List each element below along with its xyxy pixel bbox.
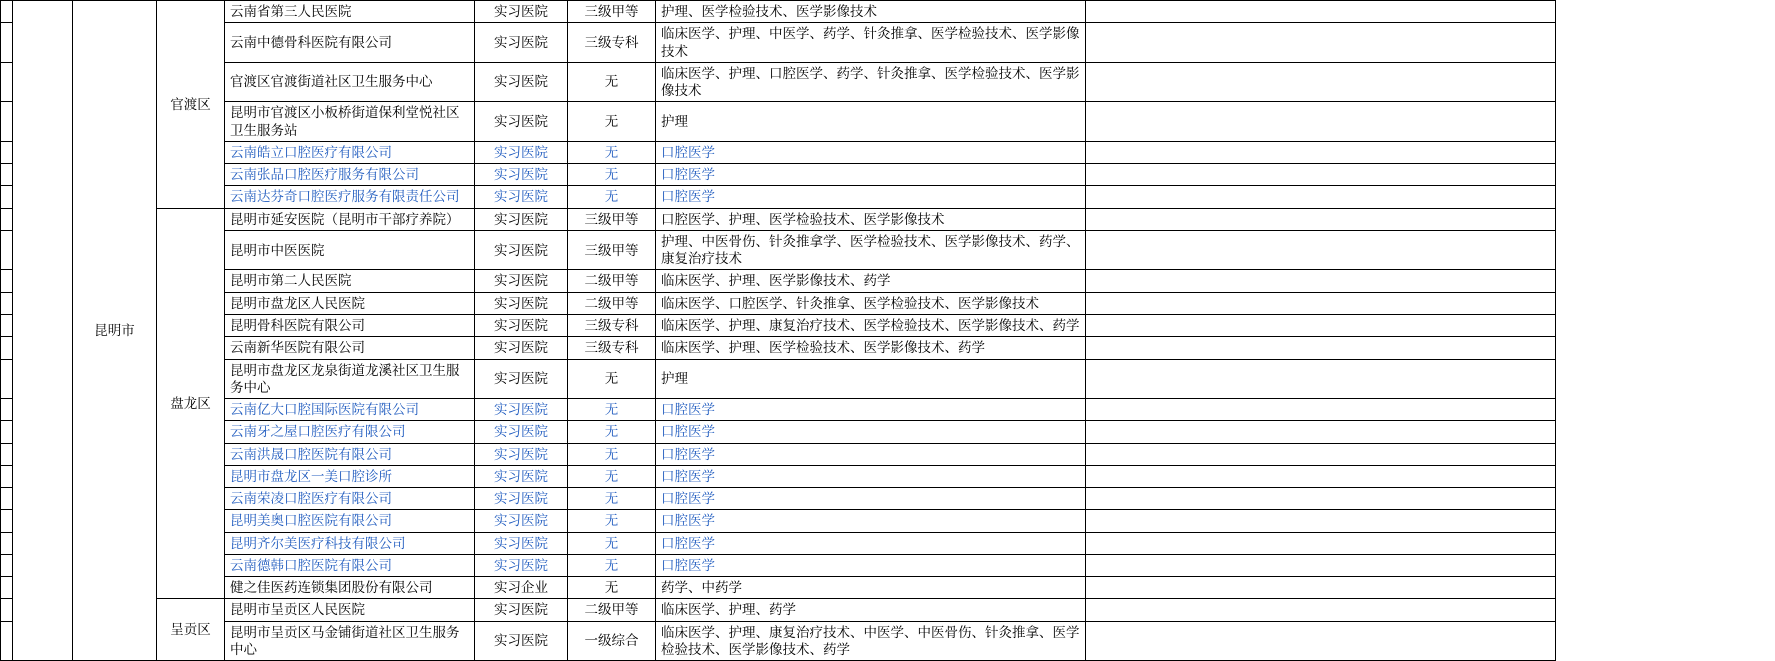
practice-type-cell: 实习医院 — [475, 554, 568, 576]
table-row — [1, 164, 1556, 186]
row-left-margin — [1, 359, 13, 399]
row-left-margin — [1, 314, 13, 336]
row-left-margin — [1, 599, 13, 621]
remark-cell — [1086, 164, 1556, 186]
practice-type-cell: 实习医院 — [475, 270, 568, 292]
majors-cell: 护理、中医骨伤、针灸推拿学、医学检验技术、医学影像技术、药学、康复治疗技术 — [656, 230, 1086, 270]
hospital-level-cell: 无 — [568, 141, 656, 163]
practice-type-cell: 实习医院 — [475, 23, 568, 63]
practice-type-cell: 实习医院 — [475, 621, 568, 661]
remark-cell — [1086, 488, 1556, 510]
practice-type-cell: 实习医院 — [475, 230, 568, 270]
table-row — [1, 208, 1556, 230]
majors-cell: 口腔医学 — [656, 186, 1086, 208]
table-row — [1, 337, 1556, 359]
row-left-margin — [1, 510, 13, 532]
remark-cell — [1086, 621, 1556, 661]
district-cell: 盘龙区 — [157, 208, 225, 599]
practice-type-cell: 实习医院 — [475, 465, 568, 487]
table-row — [1, 399, 1556, 421]
majors-cell: 口腔医学 — [656, 510, 1086, 532]
row-left-margin — [1, 577, 13, 599]
remark-cell — [1086, 1, 1556, 23]
remark-cell — [1086, 141, 1556, 163]
hospital-level-cell: 二级甲等 — [568, 599, 656, 621]
remark-cell — [1086, 443, 1556, 465]
practice-type-cell: 实习医院 — [475, 359, 568, 399]
majors-cell: 口腔医学、护理、医学检验技术、医学影像技术 — [656, 208, 1086, 230]
practice-type-cell: 实习医院 — [475, 141, 568, 163]
hospital-level-cell: 三级甲等 — [568, 208, 656, 230]
organization-name-cell: 昆明市盘龙区龙泉街道龙溪社区卫生服务中心 — [225, 359, 475, 399]
majors-cell: 口腔医学 — [656, 532, 1086, 554]
majors-cell: 护理、医学检验技术、医学影像技术 — [656, 1, 1086, 23]
practice-type-cell: 实习医院 — [475, 208, 568, 230]
majors-cell: 口腔医学 — [656, 443, 1086, 465]
remark-cell — [1086, 599, 1556, 621]
organization-name-cell: 昆明市官渡区小板桥街道保利堂悦社区卫生服务站 — [225, 102, 475, 142]
organization-name-cell: 昆明市盘龙区人民医院 — [225, 292, 475, 314]
hospital-level-cell: 三级专科 — [568, 23, 656, 63]
organization-name-cell: 云南德韩口腔医院有限公司 — [225, 554, 475, 576]
hospital-level-cell: 三级甲等 — [568, 1, 656, 23]
table-row — [1, 359, 1556, 399]
majors-cell: 口腔医学 — [656, 488, 1086, 510]
organization-name-cell: 云南张品口腔医疗服务有限公司 — [225, 164, 475, 186]
practice-type-cell: 实习医院 — [475, 186, 568, 208]
remark-cell — [1086, 554, 1556, 576]
row-left-margin — [1, 621, 13, 661]
remark-cell — [1086, 337, 1556, 359]
organization-name-cell: 云南皓立口腔医疗有限公司 — [225, 141, 475, 163]
organization-name-cell: 云南省第三人民医院 — [225, 1, 475, 23]
row-left-margin — [1, 488, 13, 510]
majors-cell: 临床医学、护理、康复治疗技术、中医学、中医骨伤、针灸推拿、医学检验技术、医学影像技术、药学 — [656, 621, 1086, 661]
remark-cell — [1086, 510, 1556, 532]
practice-type-cell: 实习医院 — [475, 599, 568, 621]
remark-cell — [1086, 421, 1556, 443]
organization-name-cell: 昆明市第二人民医院 — [225, 270, 475, 292]
majors-cell: 口腔医学 — [656, 554, 1086, 576]
table-row — [1, 421, 1556, 443]
hospital-level-cell: 无 — [568, 359, 656, 399]
majors-cell: 临床医学、口腔医学、针灸推拿、医学检验技术、医学影像技术 — [656, 292, 1086, 314]
table-row — [1, 186, 1556, 208]
row-left-margin — [1, 443, 13, 465]
remark-cell — [1086, 208, 1556, 230]
organization-name-cell: 昆明齐尔美医疗科技有限公司 — [225, 532, 475, 554]
row-left-margin — [1, 465, 13, 487]
outer-border-column — [13, 1, 73, 661]
table-row — [1, 314, 1556, 336]
table-row — [1, 488, 1556, 510]
organization-name-cell: 昆明美奥口腔医院有限公司 — [225, 510, 475, 532]
table-body — [1, 1, 1556, 661]
table-row — [1, 577, 1556, 599]
table-row — [1, 510, 1556, 532]
hospital-level-cell: 二级甲等 — [568, 270, 656, 292]
remark-cell — [1086, 102, 1556, 142]
hospital-level-cell: 无 — [568, 577, 656, 599]
row-left-margin — [1, 23, 13, 63]
majors-cell: 口腔医学 — [656, 399, 1086, 421]
remark-cell — [1086, 314, 1556, 336]
row-left-margin — [1, 399, 13, 421]
organization-name-cell: 云南达芬奇口腔医疗服务有限责任公司 — [225, 186, 475, 208]
row-left-margin — [1, 164, 13, 186]
organization-name-cell: 云南亿大口腔国际医院有限公司 — [225, 399, 475, 421]
practice-type-cell: 实习医院 — [475, 532, 568, 554]
hospital-level-cell: 无 — [568, 102, 656, 142]
organization-name-cell: 云南牙之屋口腔医疗有限公司 — [225, 421, 475, 443]
majors-cell: 临床医学、护理、医学影像技术、药学 — [656, 270, 1086, 292]
remark-cell — [1086, 465, 1556, 487]
hospital-level-cell: 无 — [568, 399, 656, 421]
table-row — [1, 621, 1556, 661]
district-cell: 官渡区 — [157, 1, 225, 209]
table-row — [1, 443, 1556, 465]
organization-name-cell: 昆明骨科医院有限公司 — [225, 314, 475, 336]
table-row — [1, 141, 1556, 163]
hospital-level-cell: 无 — [568, 62, 656, 102]
row-left-margin — [1, 208, 13, 230]
majors-cell: 口腔医学 — [656, 141, 1086, 163]
organization-name-cell: 云南新华医院有限公司 — [225, 337, 475, 359]
majors-cell: 临床医学、护理、康复治疗技术、医学检验技术、医学影像技术、药学 — [656, 314, 1086, 336]
organization-name-cell: 昆明市呈贡区人民医院 — [225, 599, 475, 621]
row-left-margin — [1, 532, 13, 554]
organization-name-cell: 云南荣凌口腔医疗有限公司 — [225, 488, 475, 510]
majors-cell: 临床医学、护理、药学 — [656, 599, 1086, 621]
table-row — [1, 599, 1556, 621]
practice-type-cell: 实习医院 — [475, 164, 568, 186]
row-left-margin — [1, 421, 13, 443]
organization-name-cell: 昆明市延安医院（昆明市干部疗养院） — [225, 208, 475, 230]
table-row — [1, 23, 1556, 63]
table-row — [1, 62, 1556, 102]
row-left-margin — [1, 230, 13, 270]
organization-name-cell: 云南中德骨科医院有限公司 — [225, 23, 475, 63]
remark-cell — [1086, 23, 1556, 63]
hospital-level-cell: 无 — [568, 554, 656, 576]
practice-type-cell: 实习医院 — [475, 421, 568, 443]
organization-name-cell: 昆明市中医医院 — [225, 230, 475, 270]
hospital-level-cell: 二级甲等 — [568, 292, 656, 314]
remark-cell — [1086, 292, 1556, 314]
remark-cell — [1086, 230, 1556, 270]
practice-type-cell: 实习医院 — [475, 510, 568, 532]
remark-cell — [1086, 359, 1556, 399]
practice-type-cell: 实习企业 — [475, 577, 568, 599]
hospital-level-cell: 无 — [568, 164, 656, 186]
hospital-level-cell: 三级专科 — [568, 337, 656, 359]
remark-cell — [1086, 577, 1556, 599]
hospital-level-cell: 无 — [568, 443, 656, 465]
table-row — [1, 230, 1556, 270]
practice-type-cell: 实习医院 — [475, 292, 568, 314]
majors-cell: 护理 — [656, 102, 1086, 142]
majors-cell: 口腔医学 — [656, 465, 1086, 487]
row-left-margin — [1, 337, 13, 359]
organization-name-cell: 云南洪晟口腔医院有限公司 — [225, 443, 475, 465]
organization-name-cell: 官渡区官渡街道社区卫生服务中心 — [225, 62, 475, 102]
majors-cell: 口腔医学 — [656, 421, 1086, 443]
hospital-level-cell: 无 — [568, 186, 656, 208]
majors-cell: 药学、中药学 — [656, 577, 1086, 599]
table-row — [1, 554, 1556, 576]
majors-cell: 临床医学、护理、口腔医学、药学、针灸推拿、医学检验技术、医学影像技术 — [656, 62, 1086, 102]
remark-cell — [1086, 532, 1556, 554]
practice-type-cell: 实习医院 — [475, 488, 568, 510]
majors-cell: 临床医学、护理、中医学、药学、针灸推拿、医学检验技术、医学影像技术 — [656, 23, 1086, 63]
hospital-level-cell: 一级综合 — [568, 621, 656, 661]
table-row — [1, 465, 1556, 487]
hospital-level-cell: 无 — [568, 488, 656, 510]
practice-type-cell: 实习医院 — [475, 1, 568, 23]
organization-name-cell: 昆明市呈贡区马金铺街道社区卫生服务中心 — [225, 621, 475, 661]
table-row — [1, 102, 1556, 142]
table-row — [1, 270, 1556, 292]
hospital-level-cell: 三级专科 — [568, 314, 656, 336]
row-left-margin — [1, 270, 13, 292]
hospital-level-cell: 无 — [568, 532, 656, 554]
hospital-level-cell: 无 — [568, 510, 656, 532]
majors-cell: 口腔医学 — [656, 164, 1086, 186]
table-row — [1, 1, 1556, 23]
hospital-level-cell: 三级甲等 — [568, 230, 656, 270]
practice-type-cell: 实习医院 — [475, 337, 568, 359]
remark-cell — [1086, 186, 1556, 208]
organization-name-cell: 健之佳医药连锁集团股份有限公司 — [225, 577, 475, 599]
practice-type-cell: 实习医院 — [475, 314, 568, 336]
table-row — [1, 532, 1556, 554]
city-cell: 昆明市 — [73, 1, 157, 661]
row-left-margin — [1, 554, 13, 576]
practice-type-cell: 实习医院 — [475, 102, 568, 142]
row-left-margin — [1, 186, 13, 208]
row-left-margin — [1, 62, 13, 102]
row-left-margin — [1, 1, 13, 23]
practice-type-cell: 实习医院 — [475, 62, 568, 102]
remark-cell — [1086, 399, 1556, 421]
row-left-margin — [1, 292, 13, 314]
organization-name-cell: 昆明市盘龙区一美口腔诊所 — [225, 465, 475, 487]
majors-cell: 护理 — [656, 359, 1086, 399]
practice-type-cell: 实习医院 — [475, 443, 568, 465]
hospital-level-cell: 无 — [568, 465, 656, 487]
hospital-level-cell: 无 — [568, 421, 656, 443]
remark-cell — [1086, 62, 1556, 102]
district-cell: 呈贡区 — [157, 599, 225, 661]
table-row — [1, 292, 1556, 314]
majors-cell: 临床医学、护理、医学检验技术、医学影像技术、药学 — [656, 337, 1086, 359]
practice-type-cell: 实习医院 — [475, 399, 568, 421]
row-left-margin — [1, 102, 13, 142]
row-left-margin — [1, 141, 13, 163]
remark-cell — [1086, 270, 1556, 292]
